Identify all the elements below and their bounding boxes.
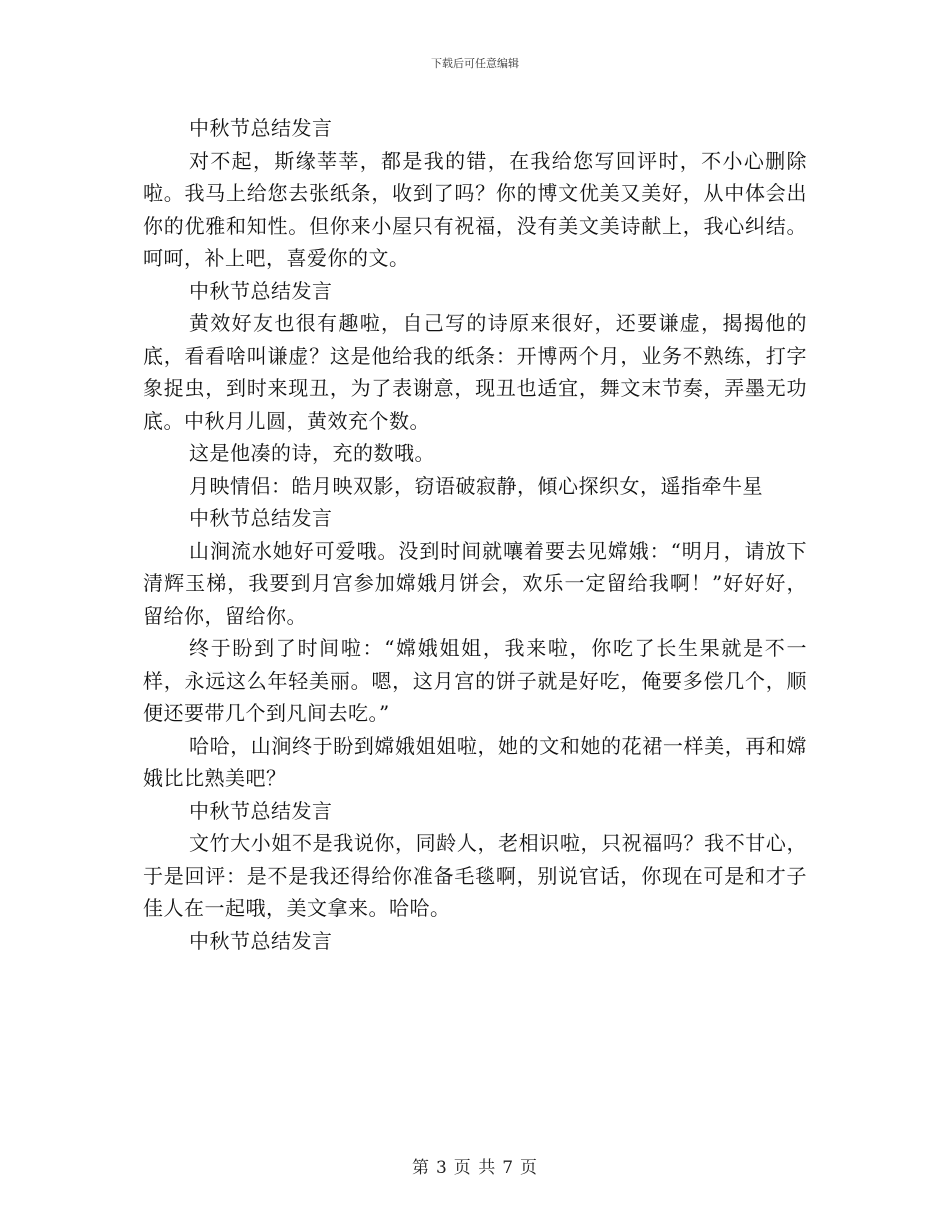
page-mid: 页 共 <box>453 1158 497 1178</box>
total-pages: 7 <box>502 1158 515 1178</box>
body-paragraph: 哈哈，山涧终于盼到嫦娥姐姐啦，她的文和她的花裙一样美，再和嫦娥比比熟美吧？ <box>143 733 807 790</box>
poem-line: 月映情侣：皓月映双影，窃语破寂静，傾心探织女，遥指牵牛星 <box>189 473 763 498</box>
body-paragraph: 对不起，斯缘莘莘，都是我的错，在我给您写回评时，不小心删除啦。我马上给您去张纸条，收到了吗？你的博文优美又美好，从中体会出你的优雅和知性。但你来小屋只有祝福，没有美文美诗献上，我心纠结。呵呵，补上吧，喜爱你的文。 <box>143 148 807 270</box>
page-number <box>0 1153 950 1178</box>
body-paragraph: 这是他凑的诗，充的数哦。 <box>189 441 435 465</box>
body-paragraph: 文竹大小姐不是我说你，同龄人，老相识啦，只祝福吗？我不甘心，于是回评：是不是我还得给你准备毛毯啊，别说官话，你现在可是和才子佳人在一起哦，美文拿来。哈哈。 <box>143 831 807 920</box>
body-paragraph: 终于盼到了时间啦：“嫦娥姐姐，我来啦，你吃了长生果就是不一样，永远这么年轻美丽。嗯，这月宫的饼子就是好吃，俺要多偿几个，顺便还要带几个到凡间去吃。” <box>143 636 807 725</box>
page-prefix: 第 <box>411 1158 430 1178</box>
section-heading: 中秋节总结发言 <box>189 798 333 823</box>
header-note: 下载后可任意编辑 <box>431 57 519 70</box>
section-heading: 中秋节总结发言 <box>189 278 333 303</box>
body-paragraph: 山涧流水她好可爱哦。没到时间就嚷着要去见嫦娥：“明月，请放下清辉玉梯，我要到月宫参加嫦娥月饼会，欢乐一定留给我啊！”好好好，留给你，留给你。 <box>143 538 807 628</box>
section-heading: 中秋节总结发言 <box>189 928 333 953</box>
section-heading: 中秋节总结发言 <box>189 116 333 140</box>
document-body <box>143 112 807 957</box>
body-paragraph: 黄效好友也很有趣啦，自己写的诗原来很好，还要谦虚，揭揭他的底，看看啥叫谦虚？这是他给我的纸条：开博两个月，业务不熟练，打字象捉虫，到时来现丑，为了表谢意，现丑也适宜，舞文末节奏，弄墨无功底。中秋月儿圆，黄效充个数。 <box>143 311 807 433</box>
section-heading: 中秋节总结发言 <box>189 506 333 530</box>
page-suffix: 页 <box>520 1158 539 1178</box>
current-page: 3 <box>435 1158 448 1178</box>
